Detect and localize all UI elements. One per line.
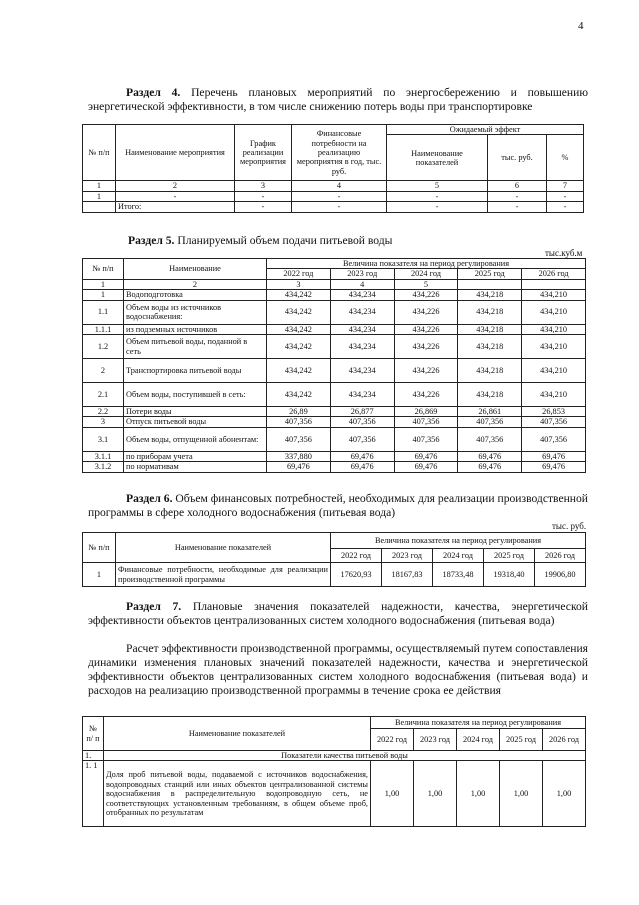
s5-row-label: по приборам учета [124,451,267,461]
section5-title: Планируемый объем подачи питьевой воды [177,234,393,247]
s5-cell: 69,476 [267,462,331,472]
s5-num [522,279,586,289]
section7-heading [88,600,588,628]
s5-cell: 434,242 [267,324,331,334]
s5-cell: 69,476 [522,462,586,472]
s7-group-label: Показатели качества питьевой воды [104,751,586,761]
s5-h-name: Наименование [124,259,267,280]
s5-num: 4 [330,279,394,289]
s7-cell: 1,00 [371,761,414,827]
s7-h-period: Величина показателя на период регулирования [371,717,586,729]
section7-table [82,716,586,827]
s5-num: 5 [394,279,458,289]
s6-h-year: 2023 год [382,549,433,563]
s5-cell: 434,210 [522,300,586,324]
section7-title: Плановые значения показателей надежности, качества, энергетической эффективности объектов централизованных систем холодного водоснабжения (питьевая вода) [88,600,588,627]
section7-label: Раздел 7. [126,600,182,613]
s5-num: 1 [83,279,124,289]
s5-cell: 26,89 [267,407,331,417]
s4-h-pct: % [547,135,584,181]
s4-cell: - [292,202,387,212]
s4-cell: - [387,202,488,212]
s5-row-num: 3.1 [83,427,124,451]
s5-num: 3 [267,279,331,289]
section6-table [82,532,586,587]
s5-row-label: Водоподготовка [124,290,267,300]
section4-heading [88,86,588,114]
s6-cell: 18733,48 [433,563,484,587]
s5-row-num: 1.1 [83,300,124,324]
s5-cell: 26,853 [522,407,586,417]
s7-row-num: 1. 1 [83,761,104,827]
s6-row-label: Финансовые потребности, необходимые для реализации производственной программы [116,563,331,587]
s7-h-num: № п/ п [83,717,104,751]
s5-cell: 434,226 [394,300,458,324]
s6-h-name: Наименование показателей [116,533,331,563]
s4-cell: 1 [83,191,116,201]
s5-cell: 407,356 [330,427,394,451]
s5-row-num: 1 [83,290,124,300]
s5-row-num: 1.1.1 [83,324,124,334]
s7-group-num: 1. [83,751,104,761]
s5-row-num: 3.1.1 [83,451,124,461]
s7-h-year: 2026 год [543,729,586,751]
s5-cell: 434,242 [267,383,331,407]
s4-h-ind: Наименование показателей [387,135,488,181]
s5-h-year: 2024 год [394,269,458,279]
s5-cell: 434,234 [330,300,394,324]
section6-label: Раздел 6. [126,492,173,505]
s5-cell: 407,356 [522,427,586,451]
s5-row-num: 2 [83,359,124,383]
s5-cell: 434,210 [522,335,586,359]
s6-cell: 19906,80 [535,563,586,587]
s5-row-num: 1.2 [83,335,124,359]
s5-cell: 434,218 [458,290,522,300]
s5-cell: 69,476 [458,451,522,461]
s5-cell: 434,210 [522,383,586,407]
s5-cell: 434,226 [394,359,458,383]
s5-cell: 434,218 [458,383,522,407]
s4-cell: - [547,191,584,201]
s4-h-rub: тыс. руб. [488,135,547,181]
s5-row-label: из подземных источников [124,324,267,334]
section4-label: Раздел 4. [126,86,181,99]
s5-cell: 337,880 [267,451,331,461]
s4-cell: - [235,202,292,212]
s4-h-effect: Ожидаемый эффект [387,125,584,135]
s5-cell: 434,234 [330,335,394,359]
s5-cell: 69,476 [522,451,586,461]
section5-table [82,258,586,473]
s5-cell: 26,869 [394,407,458,417]
s5-row-num: 2.1 [83,383,124,407]
section5-unit: тыс.куб.м [545,248,583,258]
s7-cell: 1,00 [543,761,586,827]
s4-h-schedule: График реализации мероприятия [235,125,292,181]
s5-cell: 434,234 [330,324,394,334]
s6-row-num: 1 [83,563,116,587]
s4-total-label: Итого: [116,202,235,212]
s4-cell: - [116,191,235,201]
s5-cell: 69,476 [330,451,394,461]
s6-h-year: 2022 год [331,549,382,563]
s5-row-label: Отпуск питьевой воды [124,417,267,427]
s4-h-name: Наименование мероприятия [116,125,235,181]
s4-num: 7 [547,181,584,191]
s4-cell: - [235,191,292,201]
s5-num: 2 [124,279,267,289]
section7-paragraph: Расчет эффективности производственной программы, осуществляемый путем сопоставления динамики изменения плановых значений показателей надежности, качества и энергетической эффективности объектов централизованных систем холодного водоснабжения (питьевая вода) и расходов на реализацию производственной программы в течение срока ее действия [88,642,588,697]
section4-title: Перечень плановых мероприятий по энергосбережению и повышению энергетической эффективности, в том числе снижению потерь воды при транспортировке [88,86,589,113]
s5-cell: 434,226 [394,383,458,407]
s7-cell: 1,00 [457,761,500,827]
s5-cell: 407,356 [522,417,586,427]
s5-row-label: Объем воды, отпущенной абонентам: [124,427,267,451]
s6-cell: 17620,93 [331,563,382,587]
s7-h-year: 2022 год [371,729,414,751]
s5-cell: 434,218 [458,359,522,383]
s7-row-label: Доля проб питьевой воды, подаваемой с источников водоснабжения, водопроводных станций или иных объектов централизованной системы водоснабжения в распределительную водопроводную сеть, не соответствующих установленным требованиям, в общем объеме проб, отобранных по результатам [104,761,371,827]
s5-cell: 407,356 [267,427,331,451]
s5-cell: 434,234 [330,359,394,383]
s6-cell: 19318,40 [484,563,535,587]
section5-label: Раздел 5. [128,234,175,247]
s5-row-num: 2.2 [83,407,124,417]
s5-h-num: № п/п [83,259,124,280]
s5-row-num: 3.1.2 [83,462,124,472]
s5-cell: 434,242 [267,335,331,359]
s5-cell: 69,476 [330,462,394,472]
s5-cell: 26,877 [330,407,394,417]
s5-cell: 69,476 [458,462,522,472]
s7-h-year: 2025 год [500,729,543,751]
s5-cell: 434,234 [330,383,394,407]
s5-cell: 434,210 [522,290,586,300]
s7-cell: 1,00 [500,761,543,827]
s5-cell: 407,356 [394,427,458,451]
s5-cell: 407,356 [267,417,331,427]
s5-cell: 434,242 [267,300,331,324]
section4-table [82,124,584,213]
s5-h-year: 2025 год [458,269,522,279]
s5-h-year: 2026 год [522,269,586,279]
s7-h-year: 2024 год [457,729,500,751]
s5-num [458,279,522,289]
s5-cell: 407,356 [458,417,522,427]
section5-heading [128,234,588,248]
s5-cell: 434,226 [394,335,458,359]
s5-cell: 407,356 [330,417,394,427]
section6-title: Объем финансовых потребностей, необходимых для реализации производственной программы в сфере холодного водоснабжения (питьевая вода) [88,492,588,519]
s5-cell: 434,242 [267,290,331,300]
s5-cell: 26,861 [458,407,522,417]
s5-row-label: Объем питьевой воды, поданной в сеть [124,335,267,359]
s4-num: 3 [235,181,292,191]
s4-cell [83,202,116,212]
page-number: 4 [578,20,584,32]
s5-row-label: Объем воды из источников водоснабжения: [124,300,267,324]
s7-h-name: Наименование показателей [104,717,371,751]
s5-cell: 434,242 [267,359,331,383]
s5-row-label: Объем воды, поступившей в сеть: [124,383,267,407]
s5-cell: 434,226 [394,290,458,300]
s5-cell: 434,226 [394,324,458,334]
s5-h-year: 2022 год [267,269,331,279]
s5-h-period: Величина показателя на период регулирования [267,259,586,269]
section6-unit: тыс. руб. [552,521,587,531]
s4-num: 2 [116,181,235,191]
s5-row-label: Транспортировка питьевой воды [124,359,267,383]
s4-cell: - [292,191,387,201]
s5-cell: 407,356 [458,427,522,451]
s4-num: 4 [292,181,387,191]
s4-cell: - [488,191,547,201]
s7-cell: 1,00 [414,761,457,827]
s5-cell: 434,218 [458,324,522,334]
s6-h-period: Величина показателя на период регулирования [331,533,586,549]
s5-row-num: 3 [83,417,124,427]
s4-num: 5 [387,181,488,191]
s6-h-year: 2025 год [484,549,535,563]
s6-h-num: № п/п [83,533,116,563]
s4-cell: - [387,191,488,201]
s4-cell: - [488,202,547,212]
s4-num: 6 [488,181,547,191]
s6-h-year: 2024 год [433,549,484,563]
s5-cell: 434,234 [330,290,394,300]
s4-cell: - [547,202,584,212]
s4-num: 1 [83,181,116,191]
s5-cell: 434,210 [522,324,586,334]
s4-h-num: № п/п [83,125,116,181]
s5-cell: 69,476 [394,451,458,461]
s5-cell: 434,218 [458,300,522,324]
s5-cell: 434,210 [522,359,586,383]
s5-cell: 69,476 [394,462,458,472]
s6-h-year: 2026 год [535,549,586,563]
s5-cell: 434,218 [458,335,522,359]
section6-heading [88,492,588,520]
s5-row-label: по нормативам [124,462,267,472]
s5-row-label: Потери воды [124,407,267,417]
s6-cell: 18167,83 [382,563,433,587]
s4-h-fin: Финансовые потребности на реализацию мероприятия в год, тыс. руб. [292,125,387,181]
s5-cell: 407,356 [394,417,458,427]
s5-h-year: 2023 год [330,269,394,279]
s7-h-year: 2023 год [414,729,457,751]
